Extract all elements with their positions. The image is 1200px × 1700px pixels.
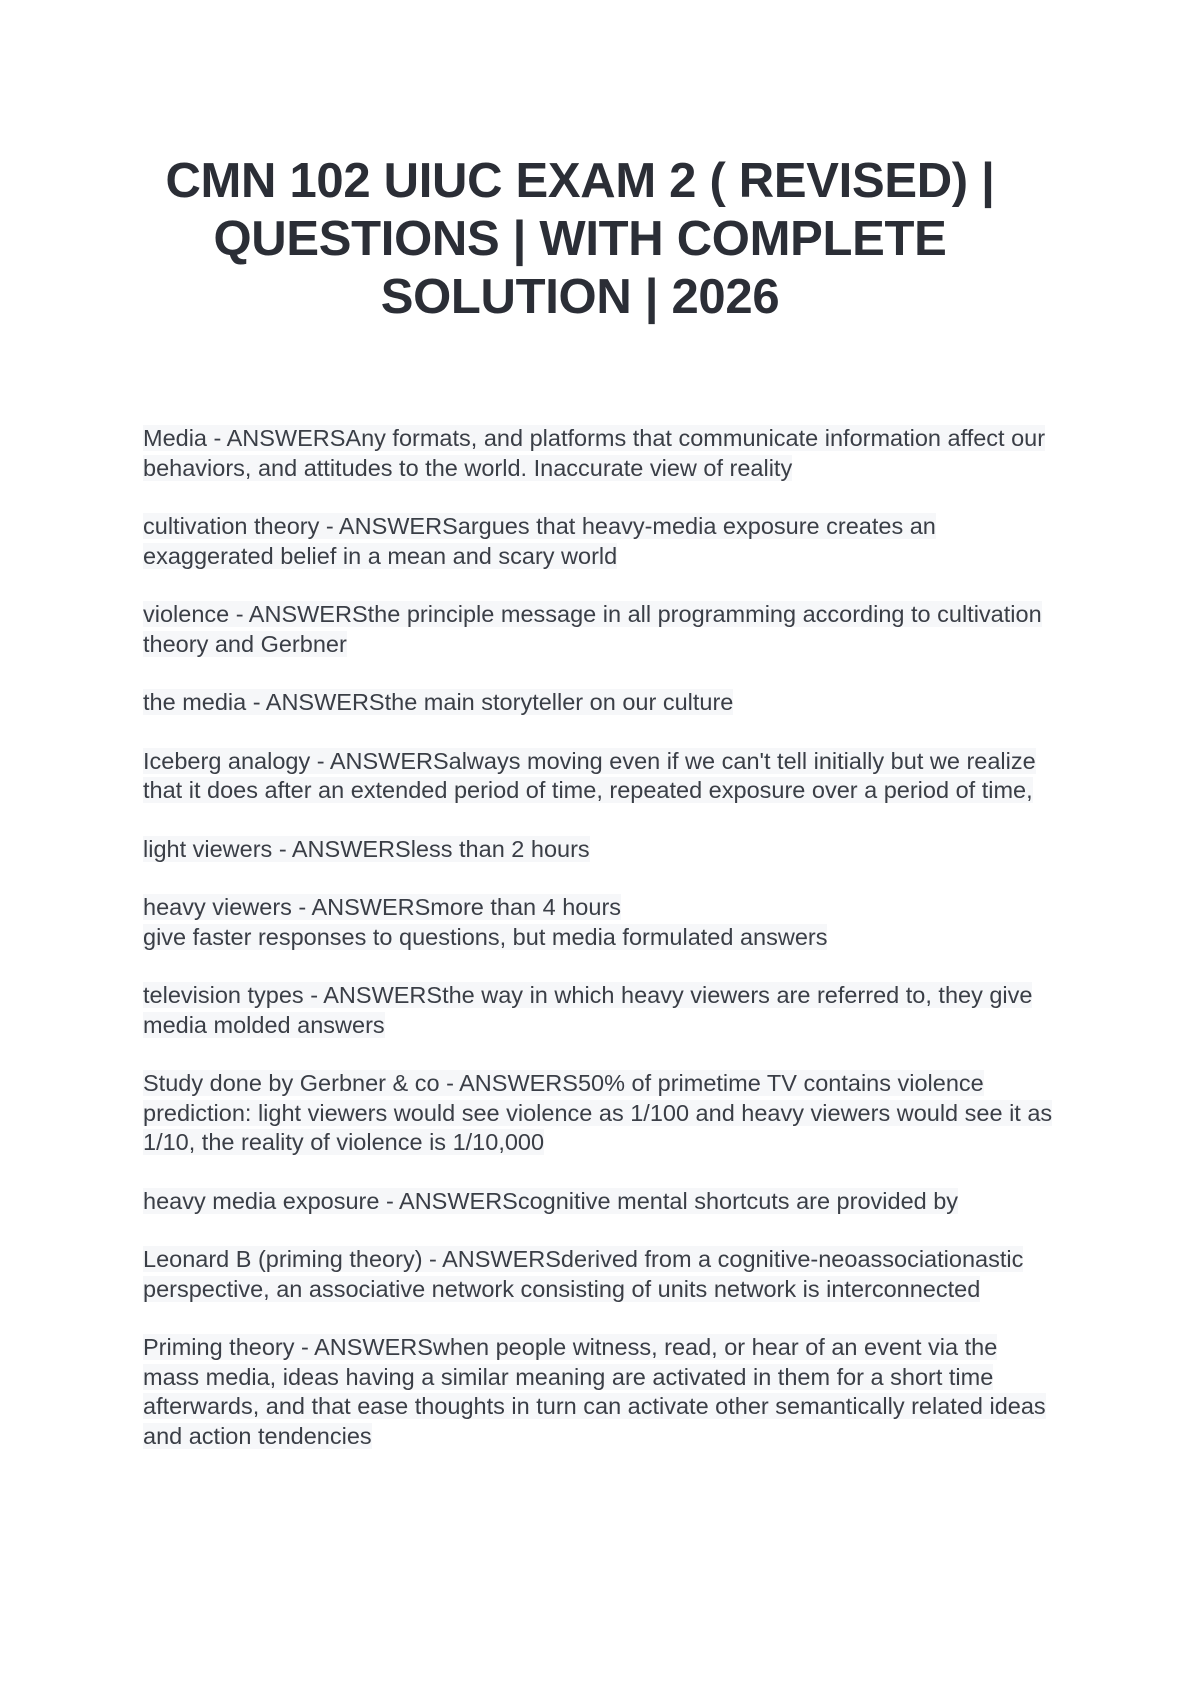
entry-line: television types - ANSWERSthe way in which heavy viewers are referred to, they give: [143, 982, 1033, 1008]
entry-line: and action tendencies: [143, 1422, 372, 1449]
entry-line: prediction: light viewers would see violence as 1/100 and heavy viewers would see it as: [143, 1099, 1053, 1126]
entry-line: mass media, ideas having a similar meaning are activated in them for a short time: [143, 1363, 994, 1390]
title-line: SOLUTION | 2026: [380, 270, 780, 324]
qa-entry: [143, 1187, 1063, 1217]
qa-entry: [143, 1245, 1063, 1304]
entry-line: violence - ANSWERSthe principle message in all programming according to cultivation: [143, 601, 1042, 627]
entry-line: that it does after an extended period of time, repeated exposure over a period of time,: [143, 777, 1033, 803]
entry-line: Iceberg analogy - ANSWERSalways moving even if we can't tell initially but we realize: [143, 747, 1036, 774]
entry-line: Priming theory - ANSWERSwhen people witness, read, or hear of an event via the: [143, 1334, 998, 1360]
entry-line: cultivation theory - ANSWERSargues that heavy-media exposure creates an: [143, 513, 936, 539]
qa-entry: [143, 688, 1063, 718]
entry-line: 1/10, the reality of violence is 1/10,000: [143, 1129, 545, 1155]
entry-line: heavy media exposure - ANSWERScognitive mental shortcuts are provided by: [143, 1187, 959, 1214]
qa-entry: [143, 1069, 1063, 1158]
qa-entry: [143, 747, 1063, 806]
entry-line: the media - ANSWERSthe main storyteller on our culture: [143, 689, 734, 715]
qa-entry: [143, 981, 1063, 1040]
title-line: QUESTIONS | WITH COMPLETE: [213, 212, 947, 266]
entry-line: afterwards, and that ease thoughts in turn can activate other semantically related ideas: [143, 1393, 1046, 1419]
qa-entry: [143, 835, 1063, 865]
entry-line: exaggerated belief in a mean and scary world: [143, 542, 618, 569]
entry-line: behaviors, and attitudes to the world. Inaccurate view of reality: [143, 454, 793, 481]
entry-line: theory and Gerbner: [143, 630, 347, 657]
entry-line: media molded answers: [143, 1011, 385, 1038]
entry-line: Leonard B (priming theory) - ANSWERSderived from a cognitive-neoassociationastic: [143, 1246, 1024, 1272]
qa-entry: [143, 424, 1063, 483]
qa-entry: [143, 1333, 1063, 1451]
entry-line: give faster responses to questions, but media formulated answers: [143, 923, 828, 950]
entry-line: light viewers - ANSWERSless than 2 hours: [143, 835, 590, 862]
qa-entry: [143, 512, 1063, 571]
qa-entry: [143, 600, 1063, 659]
entry-line: Study done by Gerbner & co - ANSWERS50% of primetime TV contains violence: [143, 1070, 984, 1096]
document-title: [140, 152, 1020, 326]
title-line: CMN 102 UIUC EXAM 2 ( REVISED) |: [165, 154, 995, 208]
qa-entries: [143, 424, 1063, 1480]
entry-line: heavy viewers - ANSWERSmore than 4 hours: [143, 894, 622, 920]
entry-line: perspective, an associative network consisting of units network is interconnected: [143, 1275, 981, 1302]
entry-line: Media - ANSWERSAny formats, and platforms that communicate information affect our: [143, 425, 1046, 451]
qa-entry: [143, 893, 1063, 952]
